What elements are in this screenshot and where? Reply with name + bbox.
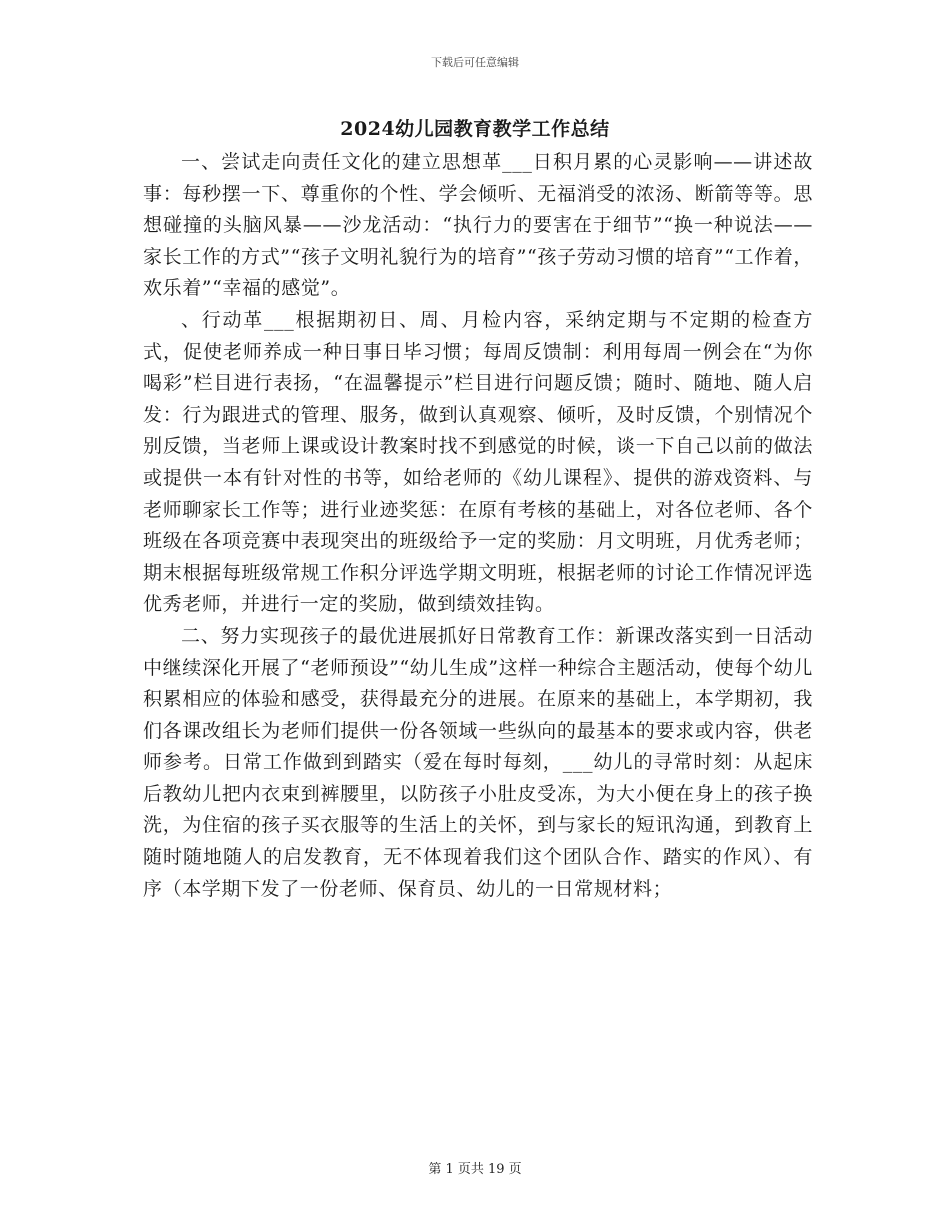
download-note: 下载后可任意编辑 xyxy=(431,56,519,69)
paragraph-2: 、行动革___根据期初日、周、月检内容，采纳定期与不定期的检查方式，促使老师养成一种日事日毕习惯；每周反馈制：利用每周一例会在“为你喝彩”栏目进行表扬，“在温馨提示”栏目进行问题反馈；随时、随地、随人启发：行为跟进式的管理、服务，做到认真观察、倾听，及时反馈，个别情况个别反馈，当老师上课或设计教案时找不到感觉的时候，谈一下自己以前的做法或提供一本有针对性的书等，如给老师的《幼儿课程》、提供的游戏资料、与老师聊家长工作等；进行业迹奖惩：在原有考核的基础上，对各位老师、各个班级在各项竞赛中表现突出的班级给予一定的奖励：月文明班，月优秀老师；期末根据每班级常规工作积分评选学期文明班，根据老师的讨论工作情况评选优秀老师，并进行一定的奖励，做到绩效挂钩。 xyxy=(143,308,813,616)
paragraph-3: 二、努力实现孩子的最优进展抓好日常教育工作：新课改落实到一日活动中继续深化开展了“老师预设”“幼儿生成”这样一种综合主题活动，使每个幼儿积累相应的体验和感受，获得最充分的进展。在原来的基础上，本学期初，我们各课改组长为老师们提供一份各领域一些纵向的最基本的要求或内容，供老师参考。日常工作做到到踏实（爱在每时每刻，___幼儿的寻常时刻：从起床后教幼儿把内衣束到裤腰里，以防孩子小肚皮受冻，为大小便在身上的孩子换洗，为住宿的孩子买衣服等的生活上的关怀，到与家长的短讯沟通，到教育上随时随地随人的启发教育，无不体现着我们这个团队合作、踏实的作风）、有序（本学期下发了一份老师、保育员、幼儿的一日常规材料； xyxy=(143,624,813,900)
document-body xyxy=(143,147,813,905)
page-number: 第 1 页共 19 页 xyxy=(428,1162,522,1177)
document-title: 2024幼儿园教育教学工作总结 xyxy=(340,118,610,140)
paragraph-1: 一、尝试走向责任文化的建立思想革___日积月累的心灵影响——讲述故事：每秒摆一下、尊重你的个性、学会倾听、无福消受的浓汤、断箭等等。思想碰撞的头脑风暴——沙龙活动：“执行力的要害在于细节”“换一种说法——家长工作的方式”“孩子文明礼貌行为的培育”“孩子劳动习惯的培育”“工作着，欢乐着”“幸福的感觉”。 xyxy=(143,151,813,300)
